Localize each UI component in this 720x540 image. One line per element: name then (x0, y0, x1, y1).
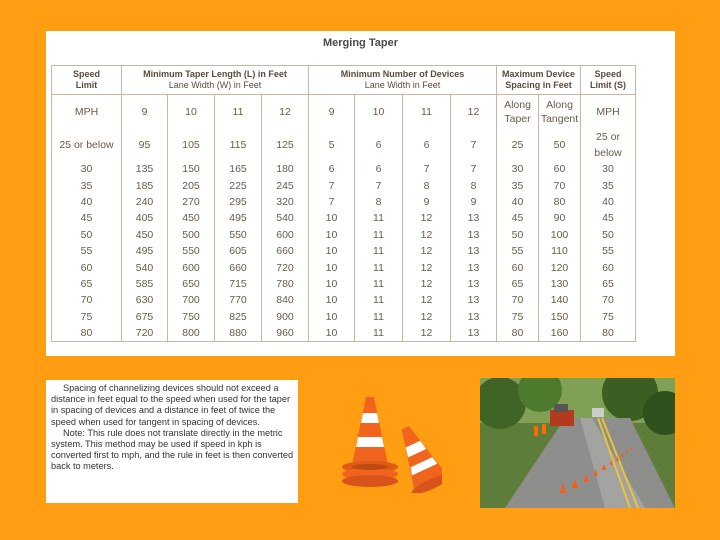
table-cell: 225 (215, 177, 262, 193)
table-cell: 11 (355, 259, 403, 275)
table-cell: 9 (451, 194, 497, 210)
table-cell: 160 (539, 325, 581, 342)
table-cell: 13 (451, 243, 497, 259)
table-cell: 10 (355, 95, 403, 130)
table-cell: 105 (168, 129, 215, 161)
merging-taper-table-panel (46, 31, 675, 356)
header-num-devices: Minimum Number of Devices Lane Width in Feet (309, 66, 497, 95)
table-cell: 600 (168, 259, 215, 275)
merging-taper-table (51, 65, 636, 342)
table-cell: 715 (215, 276, 262, 292)
table-cell: 540 (262, 210, 309, 226)
table-cell: 60 (52, 259, 122, 275)
table-cell: 13 (451, 276, 497, 292)
table-cell: 50 (52, 227, 122, 243)
table-cell: 7 (451, 129, 497, 161)
spacing-rule-text: Spacing of channelizing devices should not exceed a distance in feet equal to the speed when used for the taper in spacing of devices and a distance in feet of twice the speed when used for tangent in spacing of devices. (51, 383, 291, 427)
table-cell: 40 (52, 194, 122, 210)
table-row (52, 161, 636, 177)
table-cell: 6 (403, 129, 451, 161)
table-cell: 80 (581, 325, 636, 342)
table-cell: 770 (215, 292, 262, 308)
table-cell: 25 (497, 129, 539, 161)
table-cell: 600 (262, 227, 309, 243)
table-cell: 40 (581, 194, 636, 210)
table-cell: 540 (122, 259, 168, 275)
table-cell: 10 (309, 325, 355, 342)
table-cell: 825 (215, 309, 262, 325)
table-cell: 240 (122, 194, 168, 210)
table-cell: 30 (52, 161, 122, 177)
table-cell: 75 (497, 309, 539, 325)
spacing-note-panel (46, 380, 298, 503)
table-cell: 550 (168, 243, 215, 259)
table-cell: 7 (309, 194, 355, 210)
table-cell: 55 (497, 243, 539, 259)
table-cell: 8 (355, 194, 403, 210)
table-cell: 45 (581, 210, 636, 226)
table-header-row (52, 66, 636, 95)
table-cell: 115 (215, 129, 262, 161)
table-cell: 75 (581, 309, 636, 325)
table-cell: 10 (309, 309, 355, 325)
table-row (52, 259, 636, 275)
table-cell: 90 (539, 210, 581, 226)
table-body (52, 95, 636, 342)
table-cell: 65 (52, 276, 122, 292)
table-cell: 585 (122, 276, 168, 292)
table-cell: 50 (497, 227, 539, 243)
table-cell: 95 (122, 129, 168, 161)
table-row (52, 210, 636, 226)
stacked-cones (342, 397, 398, 487)
table-cell: 25 or below (52, 129, 122, 161)
table-cell: 630 (122, 292, 168, 308)
table-cell: 70 (539, 177, 581, 193)
table-cell: 295 (215, 194, 262, 210)
table-cell: 75 (52, 309, 122, 325)
table-cell: MPH (581, 95, 636, 130)
table-cell: 45 (52, 210, 122, 226)
table-cell: 150 (539, 309, 581, 325)
table-cell: 70 (581, 292, 636, 308)
table-cell: 12 (403, 259, 451, 275)
table-row (52, 276, 636, 292)
table-cell: 780 (262, 276, 309, 292)
table-row (52, 325, 636, 342)
metric-note-text: Note: This rule does not translate directly in the metric system. This method may be used if speed in kph is converted first to mph, and the rule in feet is then converted back to meters. (51, 427, 294, 472)
table-cell: 12 (403, 276, 451, 292)
table-cell: 7 (355, 177, 403, 193)
table-cell: MPH (52, 95, 122, 130)
table-cell: 13 (451, 325, 497, 342)
table-cell: 8 (451, 177, 497, 193)
table-cell: Along Taper (497, 95, 539, 130)
table-cell: 750 (168, 309, 215, 325)
table-cell: 7 (451, 161, 497, 177)
table-cell: 13 (451, 259, 497, 275)
table-cell: 12 (403, 227, 451, 243)
table-cell: 5 (309, 129, 355, 161)
table-cell: 80 (497, 325, 539, 342)
table-cell: 8 (403, 177, 451, 193)
table-cell: 660 (215, 259, 262, 275)
table-cell: 11 (355, 292, 403, 308)
table-cell: 35 (581, 177, 636, 193)
table-cell: 11 (355, 227, 403, 243)
table-cell: 495 (215, 210, 262, 226)
table-cell: 205 (168, 177, 215, 193)
table-cell: 6 (309, 161, 355, 177)
table-cell: 30 (581, 161, 636, 177)
table-cell: 10 (309, 243, 355, 259)
table-cell: 70 (497, 292, 539, 308)
table-cell: 605 (215, 243, 262, 259)
table-title: Merging Taper (323, 37, 398, 49)
header-max-spacing: Maximum Device Spacing in Feet (497, 66, 581, 95)
table-cell: 660 (262, 243, 309, 259)
table-cell: 9 (309, 95, 355, 130)
table-cell: 960 (262, 325, 309, 342)
table-cell: 135 (122, 161, 168, 177)
table-cell: 11 (355, 309, 403, 325)
table-cell: 11 (355, 243, 403, 259)
traffic-cones-icon (330, 395, 442, 493)
table-cell: 65 (581, 276, 636, 292)
table-cell: 320 (262, 194, 309, 210)
table-cell: 11 (355, 276, 403, 292)
table-cell: 30 (497, 161, 539, 177)
table-cell: 45 (497, 210, 539, 226)
table-cell: 6 (355, 161, 403, 177)
table-cell: 10 (309, 292, 355, 308)
table-cell: 13 (451, 210, 497, 226)
table-cell: 800 (168, 325, 215, 342)
table-cell: 11 (355, 325, 403, 342)
table-cell: 900 (262, 309, 309, 325)
table-cell: 10 (168, 95, 215, 130)
table-row (52, 227, 636, 243)
table-cell: 12 (403, 309, 451, 325)
table-cell: 55 (581, 243, 636, 259)
road-work-photo (480, 378, 675, 508)
table-cell: 500 (168, 227, 215, 243)
table-cell: 50 (581, 227, 636, 243)
table-cell: 13 (451, 309, 497, 325)
table-cell: 12 (403, 325, 451, 342)
table-cell: 55 (52, 243, 122, 259)
table-cell: 11 (403, 95, 451, 130)
table-cell: 450 (122, 227, 168, 243)
table-row (52, 194, 636, 210)
table-cell: 495 (122, 243, 168, 259)
table-cell: 150 (168, 161, 215, 177)
header-speed-limit: Speed Limit (52, 66, 122, 95)
table-cell: 720 (262, 259, 309, 275)
table-cell: 840 (262, 292, 309, 308)
table-cell: 130 (539, 276, 581, 292)
table-cell: 185 (122, 177, 168, 193)
table-row (52, 177, 636, 193)
table-cell: 12 (262, 95, 309, 130)
table-row (52, 129, 636, 161)
table-cell: 110 (539, 243, 581, 259)
table-cell: 6 (355, 129, 403, 161)
table-cell: 70 (52, 292, 122, 308)
table-cell: 35 (497, 177, 539, 193)
table-cell: 880 (215, 325, 262, 342)
table-cell: 40 (497, 194, 539, 210)
table-cell: 165 (215, 161, 262, 177)
table-cell: Along Tangent (539, 95, 581, 130)
table-cell: 675 (122, 309, 168, 325)
table-cell: 450 (168, 210, 215, 226)
table-cell: 12 (403, 243, 451, 259)
table-cell: 11 (355, 210, 403, 226)
table-cell: 9 (122, 95, 168, 130)
table-cell: 60 (539, 161, 581, 177)
table-cell: 10 (309, 227, 355, 243)
table-cell: 12 (451, 95, 497, 130)
table-cell: 650 (168, 276, 215, 292)
header-speed-limit-s: Speed Limit (S) (581, 66, 636, 95)
table-cell: 7 (309, 177, 355, 193)
table-row (52, 309, 636, 325)
table-cell: 11 (215, 95, 262, 130)
table-cell: 245 (262, 177, 309, 193)
table-cell: 7 (403, 161, 451, 177)
table-cell: 10 (309, 276, 355, 292)
table-cell: 60 (497, 259, 539, 275)
table-cell: 80 (539, 194, 581, 210)
table-cell: 13 (451, 292, 497, 308)
table-cell: 9 (403, 194, 451, 210)
table-cell: 100 (539, 227, 581, 243)
table-cell: 50 (539, 129, 581, 161)
table-cell: 405 (122, 210, 168, 226)
table-cell: 10 (309, 259, 355, 275)
table-cell: 13 (451, 227, 497, 243)
table-cell: 720 (122, 325, 168, 342)
table-cell: 180 (262, 161, 309, 177)
table-cell: 35 (52, 177, 122, 193)
table-cell: 60 (581, 259, 636, 275)
table-cell: 65 (497, 276, 539, 292)
table-cell: 10 (309, 210, 355, 226)
table-cell: 25 or below (581, 129, 636, 161)
table-cell: 270 (168, 194, 215, 210)
header-taper-length: Minimum Taper Length (L) in Feet Lane Width (W) in Feet (122, 66, 309, 95)
table-cell: 140 (539, 292, 581, 308)
table-cell: 125 (262, 129, 309, 161)
table-cell: 12 (403, 292, 451, 308)
table-row (52, 292, 636, 308)
table-unit-row (52, 95, 636, 130)
table-cell: 80 (52, 325, 122, 342)
table-cell: 550 (215, 227, 262, 243)
table-row (52, 243, 636, 259)
table-cell: 120 (539, 259, 581, 275)
table-cell: 12 (403, 210, 451, 226)
table-cell: 700 (168, 292, 215, 308)
